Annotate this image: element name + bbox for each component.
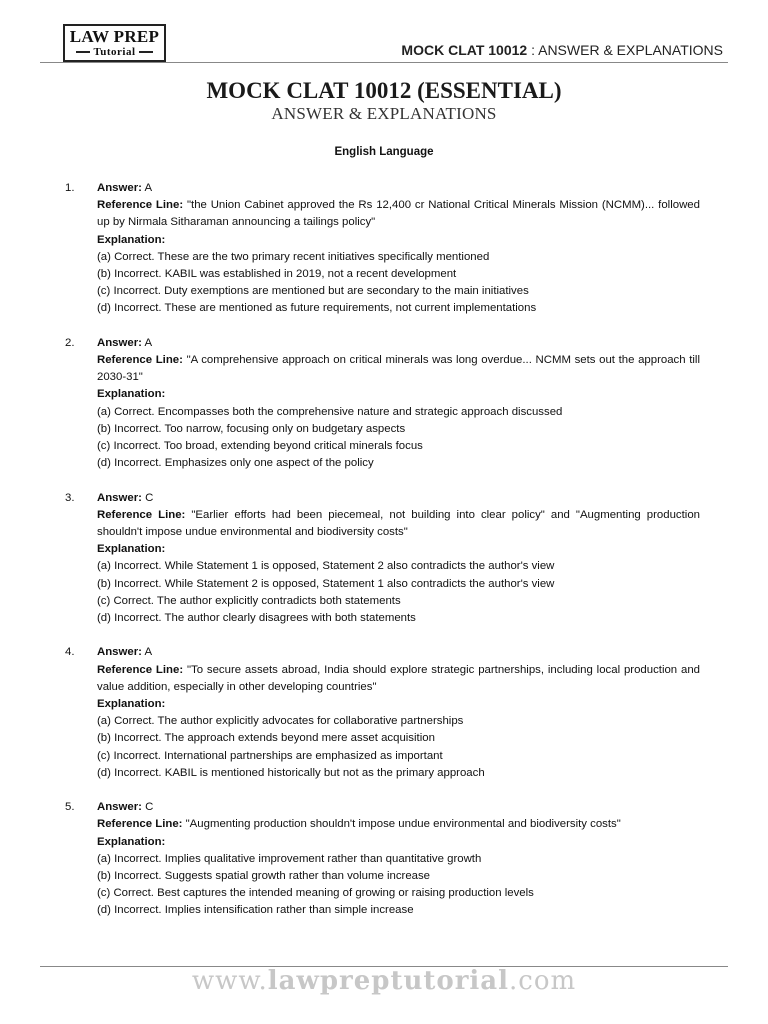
question-block [0, 335, 768, 473]
question-block [0, 490, 768, 628]
explanation-option: (b) Incorrect. Too narrow, focusing only on budgetary aspects [97, 422, 406, 435]
reference-label: Reference Line: [97, 199, 184, 212]
explanation-option: (a) Correct. These are the two primary recent initiatives specifically mentioned [97, 250, 490, 263]
reference-label: Reference Line: [97, 354, 183, 367]
footer-url-domain: lawpreptutorial [267, 966, 510, 996]
explanation-option: (b) Incorrect. Suggests spatial growth rather than volume increase [97, 870, 431, 883]
explanation-option: (c) Correct. The author explicitly contradicts both statements [97, 594, 401, 607]
reference-label: Reference Line: [97, 818, 183, 831]
question-block [0, 644, 768, 782]
explanation-label: Explanation: [97, 543, 166, 556]
explanation-option: (c) Incorrect. Too broad, extending beyond critical minerals focus [97, 440, 423, 453]
question-body [97, 180, 700, 318]
answer-line [97, 180, 700, 197]
reference-line [97, 507, 700, 541]
running-header [401, 42, 723, 58]
explanation-option: (d) Incorrect. The author clearly disagrees with both statements [97, 612, 416, 625]
questions-list [0, 180, 768, 937]
question-body [97, 644, 700, 782]
reference-text: "To secure assets abroad, India should explore strategic partnerships, including local production and value addition, especially in other developing countries" [97, 663, 700, 693]
reference-line [97, 197, 700, 231]
answer-line [97, 490, 700, 507]
question-block [0, 180, 768, 318]
document-subtitle: ANSWER & EXPLANATIONS [271, 104, 497, 123]
answer-label: Answer: [97, 182, 142, 194]
explanation-option: (a) Incorrect. Implies qualitative improvement rather than quantitative growth [97, 852, 482, 865]
footer-url-suffix: .com [509, 966, 577, 996]
explanation-option: (a) Correct. Encompasses both the comprehensive nature and strategic approach discussed [97, 405, 563, 418]
explanation-option: (c) Incorrect. Duty exemptions are mentioned but are secondary to the main initiatives [97, 285, 529, 298]
explanation-option: (d) Incorrect. Emphasizes only one aspect of the policy [97, 457, 374, 470]
logo-main-text: LAW PREP [69, 27, 160, 46]
answer-line [97, 799, 700, 816]
answer-label: Answer: [97, 801, 142, 814]
section-title: English Language [334, 146, 434, 158]
running-header-bold: MOCK CLAT 10012 [401, 42, 528, 58]
answer-value: C [145, 491, 154, 504]
brand-logo [63, 24, 166, 62]
footer-url-prefix: www. [191, 966, 268, 996]
question-number: 4. [65, 646, 75, 659]
explanation-label: Explanation: [97, 835, 166, 848]
footer-website [0, 966, 768, 996]
answer-label: Answer: [97, 336, 142, 349]
explanation-label: Explanation: [97, 388, 166, 401]
answer-value: C [145, 801, 154, 814]
reference-line [97, 352, 700, 386]
answer-value: A [144, 182, 153, 194]
explanation-option: (d) Incorrect. These are mentioned as future requirements, not current implementations [97, 302, 537, 315]
reference-text: "the Union Cabinet approved the Rs 12,400 cr National Critical Minerals Mission (NCMM)... followed up by Nirmala Sitharaman announcing a tailings policy" [97, 199, 700, 229]
explanation-option: (a) Correct. The author explicitly advocates for collaborative partnerships [97, 715, 464, 728]
explanation-option: (b) Incorrect. While Statement 2 is opposed, Statement 1 also contradicts the author's view [97, 577, 555, 590]
question-number: 3. [65, 491, 75, 504]
answer-line [97, 335, 700, 352]
question-number: 5. [65, 801, 75, 814]
answer-line [97, 644, 700, 661]
logo-sub-text: Tutorial [93, 46, 136, 58]
logo-rule-right [139, 51, 153, 53]
explanation-option: (d) Incorrect. KABIL is mentioned historically but not as the primary approach [97, 766, 485, 779]
explanation-label: Explanation: [97, 698, 166, 711]
question-body [97, 799, 700, 919]
document-title: MOCK CLAT 10012 (ESSENTIAL) [206, 78, 562, 103]
explanation-option: (b) Incorrect. The approach extends beyond mere asset acquisition [97, 732, 435, 745]
answer-value: A [144, 646, 153, 659]
question-body [97, 335, 700, 473]
reference-line [97, 816, 700, 833]
reference-line [97, 662, 700, 696]
explanation-option: (a) Incorrect. While Statement 1 is opposed, Statement 2 also contradicts the author's view [97, 560, 555, 573]
reference-label: Reference Line: [97, 663, 184, 676]
reference-text: "A comprehensive approach on critical minerals was long overdue... NCMM sets out the approach till 2030-31" [97, 354, 700, 384]
reference-label: Reference Line: [97, 508, 186, 521]
explanation-option: (c) Incorrect. International partnerships are emphasized as important [97, 749, 443, 762]
logo-sub-row [65, 46, 164, 58]
reference-text: "Augmenting production shouldn't impose undue environmental and biodiversity costs" [185, 818, 621, 831]
header-divider [40, 62, 728, 63]
explanation-option: (d) Incorrect. Implies intensification rather than simple increase [97, 904, 414, 917]
logo-rule-left [76, 51, 90, 53]
answer-label: Answer: [97, 646, 142, 659]
answer-label: Answer: [97, 491, 142, 504]
explanation-label: Explanation: [97, 233, 166, 246]
answer-value: A [144, 336, 153, 349]
question-body [97, 490, 700, 628]
question-number: 1. [65, 182, 75, 194]
question-number: 2. [65, 336, 75, 349]
reference-text: "Earlier efforts had been piecemeal, not building into clear policy" and "Augmenting production shouldn't impose undue environmental and biodiversity costs" [97, 508, 700, 539]
question-block [0, 799, 768, 919]
explanation-option: (b) Incorrect. KABIL was established in 2019, not a recent development [97, 268, 457, 281]
running-header-rest: : ANSWER & EXPLANATIONS [527, 42, 723, 58]
explanation-option: (c) Correct. Best captures the intended meaning of growing or raising production levels [97, 887, 534, 900]
